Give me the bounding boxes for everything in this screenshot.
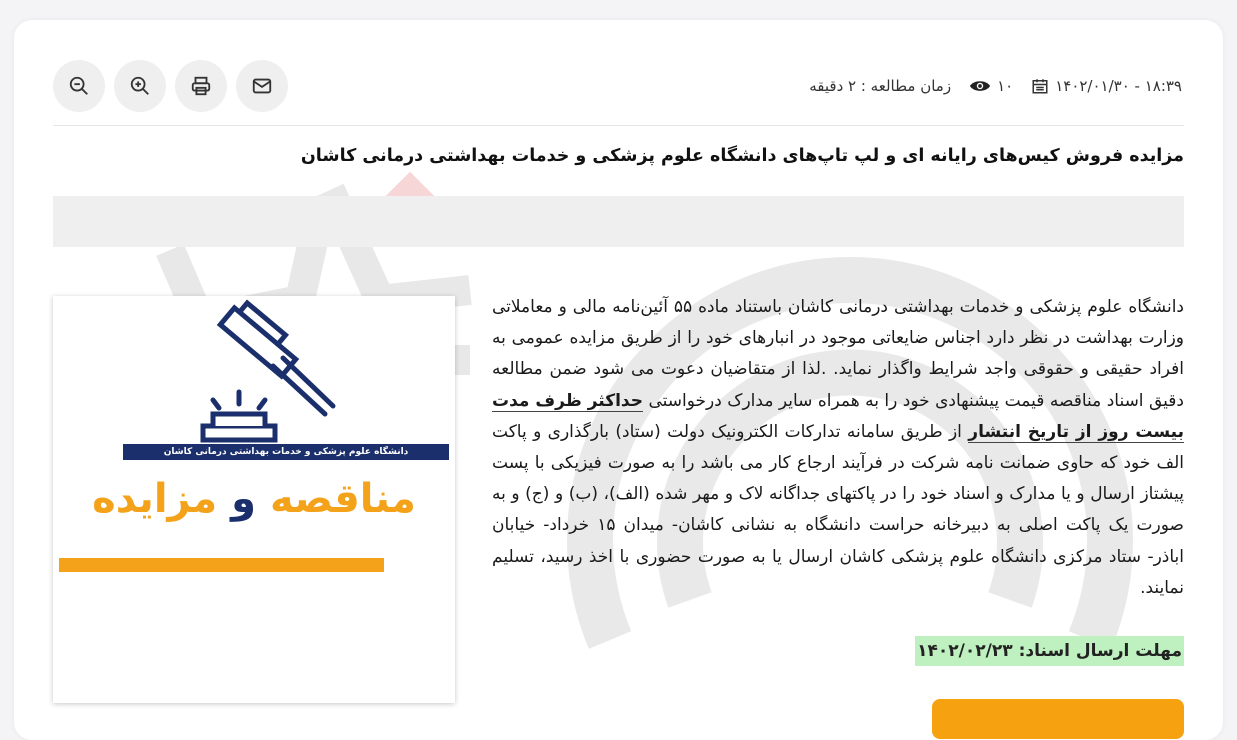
article-image — [53, 296, 455, 703]
zoom-out-button[interactable] — [53, 60, 105, 112]
article-toolbar — [53, 60, 288, 112]
gavel-icon — [53, 296, 455, 456]
image-word-and: و — [231, 476, 256, 522]
publish-datetime: ۱۴۰۲/۰۱/۳۰ - ۱۸:۳۹ — [1055, 77, 1182, 95]
body-text-part2: از طریق سامانه تدارکات الکترونیک دولت (ستاد) بارگذاری و پاکت الف خود که حاوی ضمانت نامه شرکت در فرآیند ارجاع کار می باشد را به صورت فیزیکی با پست پیشتاز ارسال و یا مدارک و اسناد خود را در پاکتهای جداگانه لاک و مهر شده (الف)، (ب) و (ج) و به صورت یک پاکت اصلی به دبیرخانه حراست دانشگاه به نشانی کاشان- میدان ۱۵ خرداد- خیابان اباذر- ستاد مرکزی دانشگاه علوم پزشکی کاشان ارسال یا به صورت حضوری با اخذ رسید، تسلیم نمایند. — [492, 421, 1184, 598]
deadline — [915, 636, 1184, 666]
image-word-1: مناقصه — [269, 476, 416, 522]
deadline-value: ۱۴۰۲/۰۲/۲۳ — [917, 641, 1013, 661]
image-word-2: مزایده — [92, 476, 218, 522]
publish-date — [1031, 77, 1182, 95]
reading-time: زمان مطالعه : ۲ دقیقه — [809, 77, 952, 95]
info-bar — [53, 196, 1184, 247]
zoom-in-icon — [129, 75, 151, 97]
image-orange-line — [59, 558, 384, 572]
view-count — [969, 77, 1013, 95]
image-headline — [53, 476, 455, 522]
article-meta — [809, 73, 1182, 99]
zoom-in-button[interactable] — [114, 60, 166, 112]
eye-icon — [969, 78, 991, 94]
mail-icon — [251, 75, 273, 97]
zoom-out-icon — [68, 75, 90, 97]
header-divider — [53, 125, 1184, 126]
calendar-icon — [1031, 77, 1049, 95]
email-button[interactable] — [236, 60, 288, 112]
views-value: ۱۰ — [997, 77, 1014, 95]
image-banner: دانشگاه علوم پزشکی و خدمات بهداشتی درمانی کاشان — [123, 444, 449, 460]
body-text-part1: دانشگاه علوم پزشکی و خدمات بهداشتی درمانی کاشان باستناد ماده ۵۵ آئین‌نامه مالی و معاملاتی وزارت بهداشت در نظر دارد اجناس ضایعاتی موجود در انبارهای خود را از طریق مزایده عمومی به افراد حقیقی و حقوقی واجد شرایط واگذار نماید. .لذا از متقاضیان دعوت می شود ضمن مطالعه دقیق اسناد مناقصه قیمت پیشنهادی خود را به همراه سایر مدارک درخواستی — [492, 297, 1184, 411]
body-highlight: حداکثر ظرف مدت بیست روز از تاریخ انتشار — [492, 390, 1184, 442]
deadline-label: مهلت ارسال اسناد: — [1018, 641, 1182, 661]
printer-icon — [190, 75, 212, 97]
print-button[interactable] — [175, 60, 227, 112]
article-body — [492, 292, 1184, 604]
action-button[interactable] — [932, 699, 1184, 739]
article-title: مزایده فروش کیس‌های رایانه ای و لپ تاپ‌های دانشگاه علوم پزشکی و خدمات بهداشتی درمانی کاشان — [300, 146, 1184, 166]
